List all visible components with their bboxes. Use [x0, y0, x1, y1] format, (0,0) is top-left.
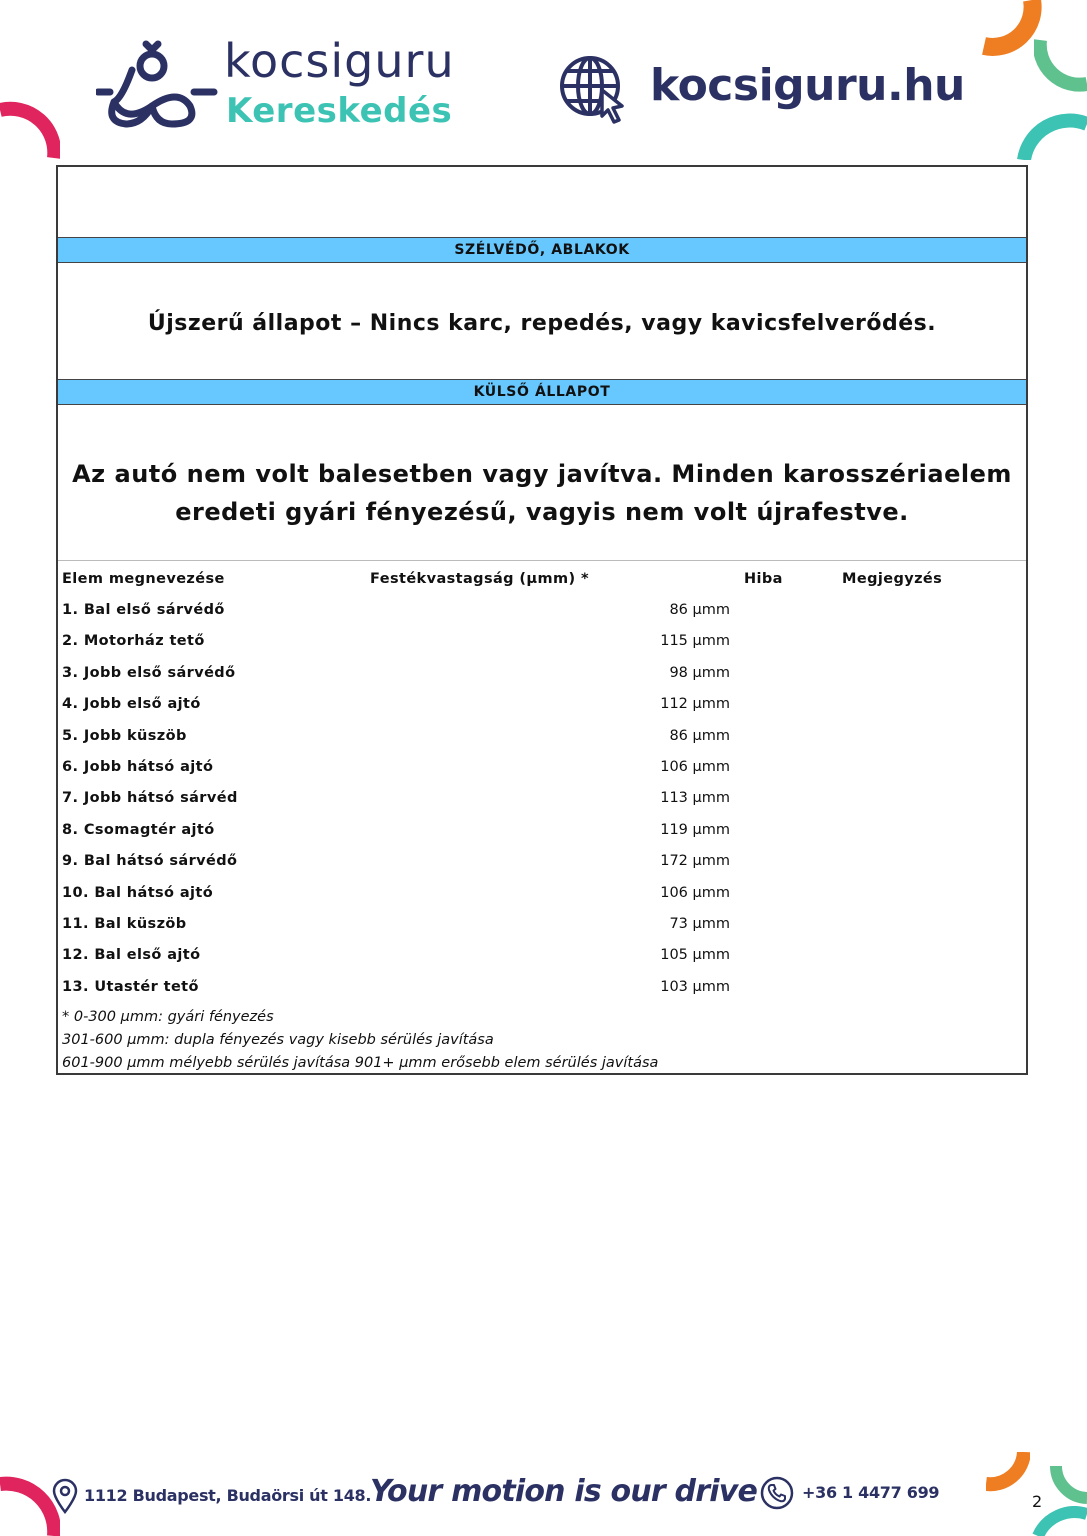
logo-brand-subtitle: Kereskedés	[226, 91, 453, 131]
decor-arc-top-left	[0, 96, 60, 160]
decor-arc-top-right-teal	[1014, 110, 1087, 160]
legend-note: 601-900 µmm mélyebb sérülés javítása 901+ µmm erősebb elem sérülés javítása	[62, 1055, 659, 1071]
table-row-name: 6. Jobb hátsó ajtó	[62, 759, 214, 775]
section-header-exterior: KÜLSŐ ÁLLAPOT	[58, 379, 1026, 405]
logo-brand-name: kocsiguru	[224, 34, 455, 88]
decor-arc-bottom-left	[0, 1476, 60, 1536]
table-row-name: 2. Motorház tető	[62, 633, 205, 649]
footer-address: 1112 Budapest, Budaörsi út 148.	[84, 1486, 372, 1505]
windshield-condition-text: Újszerű állapot – Nincs karc, repedés, vagy kavicsfelverődés.	[147, 311, 937, 336]
table-row-name: 4. Jobb első ajtó	[62, 696, 201, 712]
table-row-thickness: 106 µmm	[660, 759, 730, 775]
decor-arc-bottom-right-orange	[986, 1452, 1030, 1492]
table-row-name: 11. Bal küszöb	[62, 916, 187, 932]
exterior-condition-text: Az autó nem volt balesetben vagy javítva. Minden karosszériaelem eredeti gyári fényezésű, vagyis nem volt újrafestve.	[72, 460, 1012, 526]
table-row-thickness: 119 µmm	[660, 822, 730, 838]
legend-note: 301-600 µmm: dupla fényezés vagy kisebb sérülés javítása	[62, 1032, 494, 1048]
table-row-thickness: 106 µmm	[660, 885, 730, 901]
table-row-thickness: 73 µmm	[669, 916, 730, 932]
table-row-thickness: 172 µmm	[660, 853, 730, 869]
inspection-report	[56, 165, 1028, 1075]
table-row-name: 10. Bal hátsó ajtó	[62, 885, 214, 901]
decor-arc-bottom-right-green	[1050, 1466, 1087, 1506]
table-row-thickness: 113 µmm	[660, 790, 730, 806]
table-row-name: 1. Bal első sárvédő	[62, 602, 225, 618]
table-row-thickness: 86 µmm	[669, 602, 730, 618]
footer-slogan: Your motion is our drive	[370, 1474, 758, 1509]
company-logo-icon	[96, 40, 218, 130]
section-header-windshield: SZÉLVÉDŐ, ABLAKOK	[58, 237, 1026, 263]
location-pin-icon	[52, 1478, 78, 1514]
globe-cursor-icon	[558, 54, 628, 124]
table-row-name: 7. Jobb hátsó sárvéd	[62, 790, 238, 806]
table-row-thickness: 103 µmm	[660, 979, 730, 995]
column-header-thickness: Festékvastagság (µmm) *	[370, 571, 589, 587]
phone-icon	[760, 1476, 794, 1510]
decor-arc-top-right-orange	[982, 0, 1042, 56]
table-row-thickness: 98 µmm	[669, 665, 730, 681]
website-url[interactable]: kocsiguru.hu	[650, 60, 965, 111]
table-row-name: 3. Jobb első sárvédő	[62, 665, 236, 681]
table-row-thickness: 112 µmm	[660, 696, 730, 712]
table-divider	[58, 560, 1026, 561]
table-row-name: 12. Bal első ajtó	[62, 947, 201, 963]
table-row-name: 9. Bal hátsó sárvédő	[62, 853, 238, 869]
table-row-thickness: 105 µmm	[660, 947, 730, 963]
table-row-name: 5. Jobb küszöb	[62, 728, 187, 744]
column-header-fault: Hiba	[744, 571, 783, 587]
footer-phone[interactable]: +36 1 4477 699	[802, 1483, 940, 1502]
column-header-name: Elem megnevezése	[62, 571, 225, 587]
decor-arc-top-right-green	[1034, 36, 1087, 92]
column-header-note: Megjegyzés	[842, 571, 943, 587]
table-row-name: 13. Utastér tető	[62, 979, 199, 995]
table-row-thickness: 86 µmm	[669, 728, 730, 744]
page-number: 2	[1032, 1492, 1043, 1511]
legend-note: * 0-300 µmm: gyári fényezés	[62, 1009, 274, 1025]
table-row-thickness: 115 µmm	[660, 633, 730, 649]
table-row-name: 8. Csomagtér ajtó	[62, 822, 215, 838]
